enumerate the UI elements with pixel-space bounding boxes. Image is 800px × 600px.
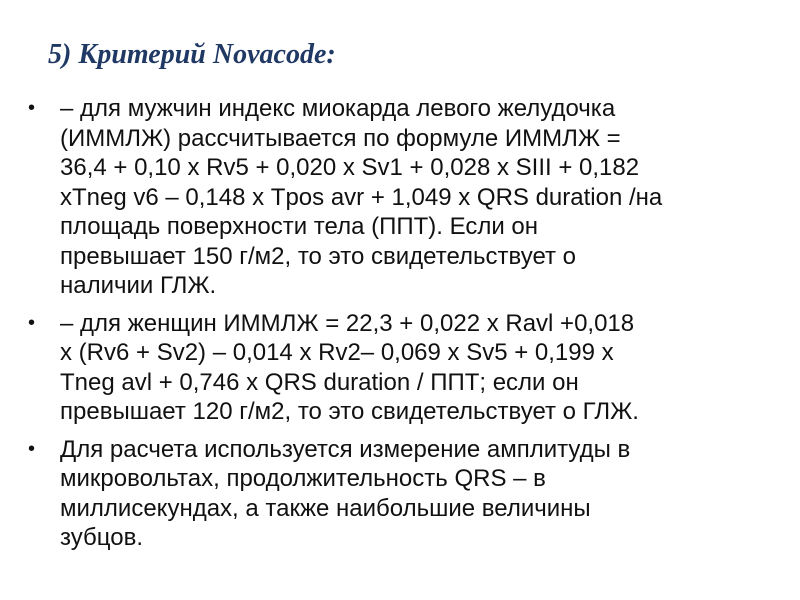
bullet-dot-icon: • — [28, 437, 36, 460]
bullet-line: 36,4 + 0,10 х Rv5 + 0,020 х Sv1 + 0,028 х SIII + 0,182 — [60, 154, 640, 181]
bullet-line: миллисекундах, а также наибольшие величины — [60, 494, 591, 522]
bullet-item-measurement — [28, 435, 778, 553]
bullet-list — [28, 94, 778, 561]
bullet-line: превышает 120 г/м2, то это свидетельствует о ГЛЖ. — [60, 398, 639, 425]
bullet-dot-icon: • — [28, 311, 36, 334]
bullet-line: превышает 150 г/м2, то это свидетельствует о — [60, 242, 577, 270]
bullet-line: (ИММЛЖ) рассчитывается по формуле ИММЛЖ = — [60, 124, 621, 152]
bullet-dot-icon: • — [28, 97, 36, 119]
bullet-line: – для мужчин индекс миокарда левого желудочка — [60, 95, 616, 122]
bullet-line: наличии ГЛЖ. — [60, 272, 217, 299]
bullet-item-men — [28, 94, 778, 301]
bullet-line: зубцов. — [60, 524, 143, 551]
bullet-line: Для расчета используется измерение амплитуды в — [60, 435, 631, 463]
bullet-item-women — [28, 309, 778, 427]
bullet-line: площадь поверхности тела (ППТ). Если он — [60, 213, 538, 240]
bullet-line: – для женщин ИММЛЖ = 22,3 + 0,022 х Ravl +0,018 — [60, 309, 635, 337]
slide-title: 5) Критерий Novacode: — [48, 39, 336, 70]
bullet-line: микровольтах, продолжительность QRS – в — [60, 465, 546, 492]
bullet-line: Tneg avl + 0,746 х QRS duration / ППТ; если он — [60, 368, 579, 396]
bullet-line: хTneg v6 – 0,148 х Tpos avr + 1,049 х QRS duration /на — [60, 183, 663, 211]
bullet-line: х (Rv6 + Sv2) – 0,014 х Rv2– 0,069 х Sv5 + 0,199 х — [60, 339, 614, 366]
